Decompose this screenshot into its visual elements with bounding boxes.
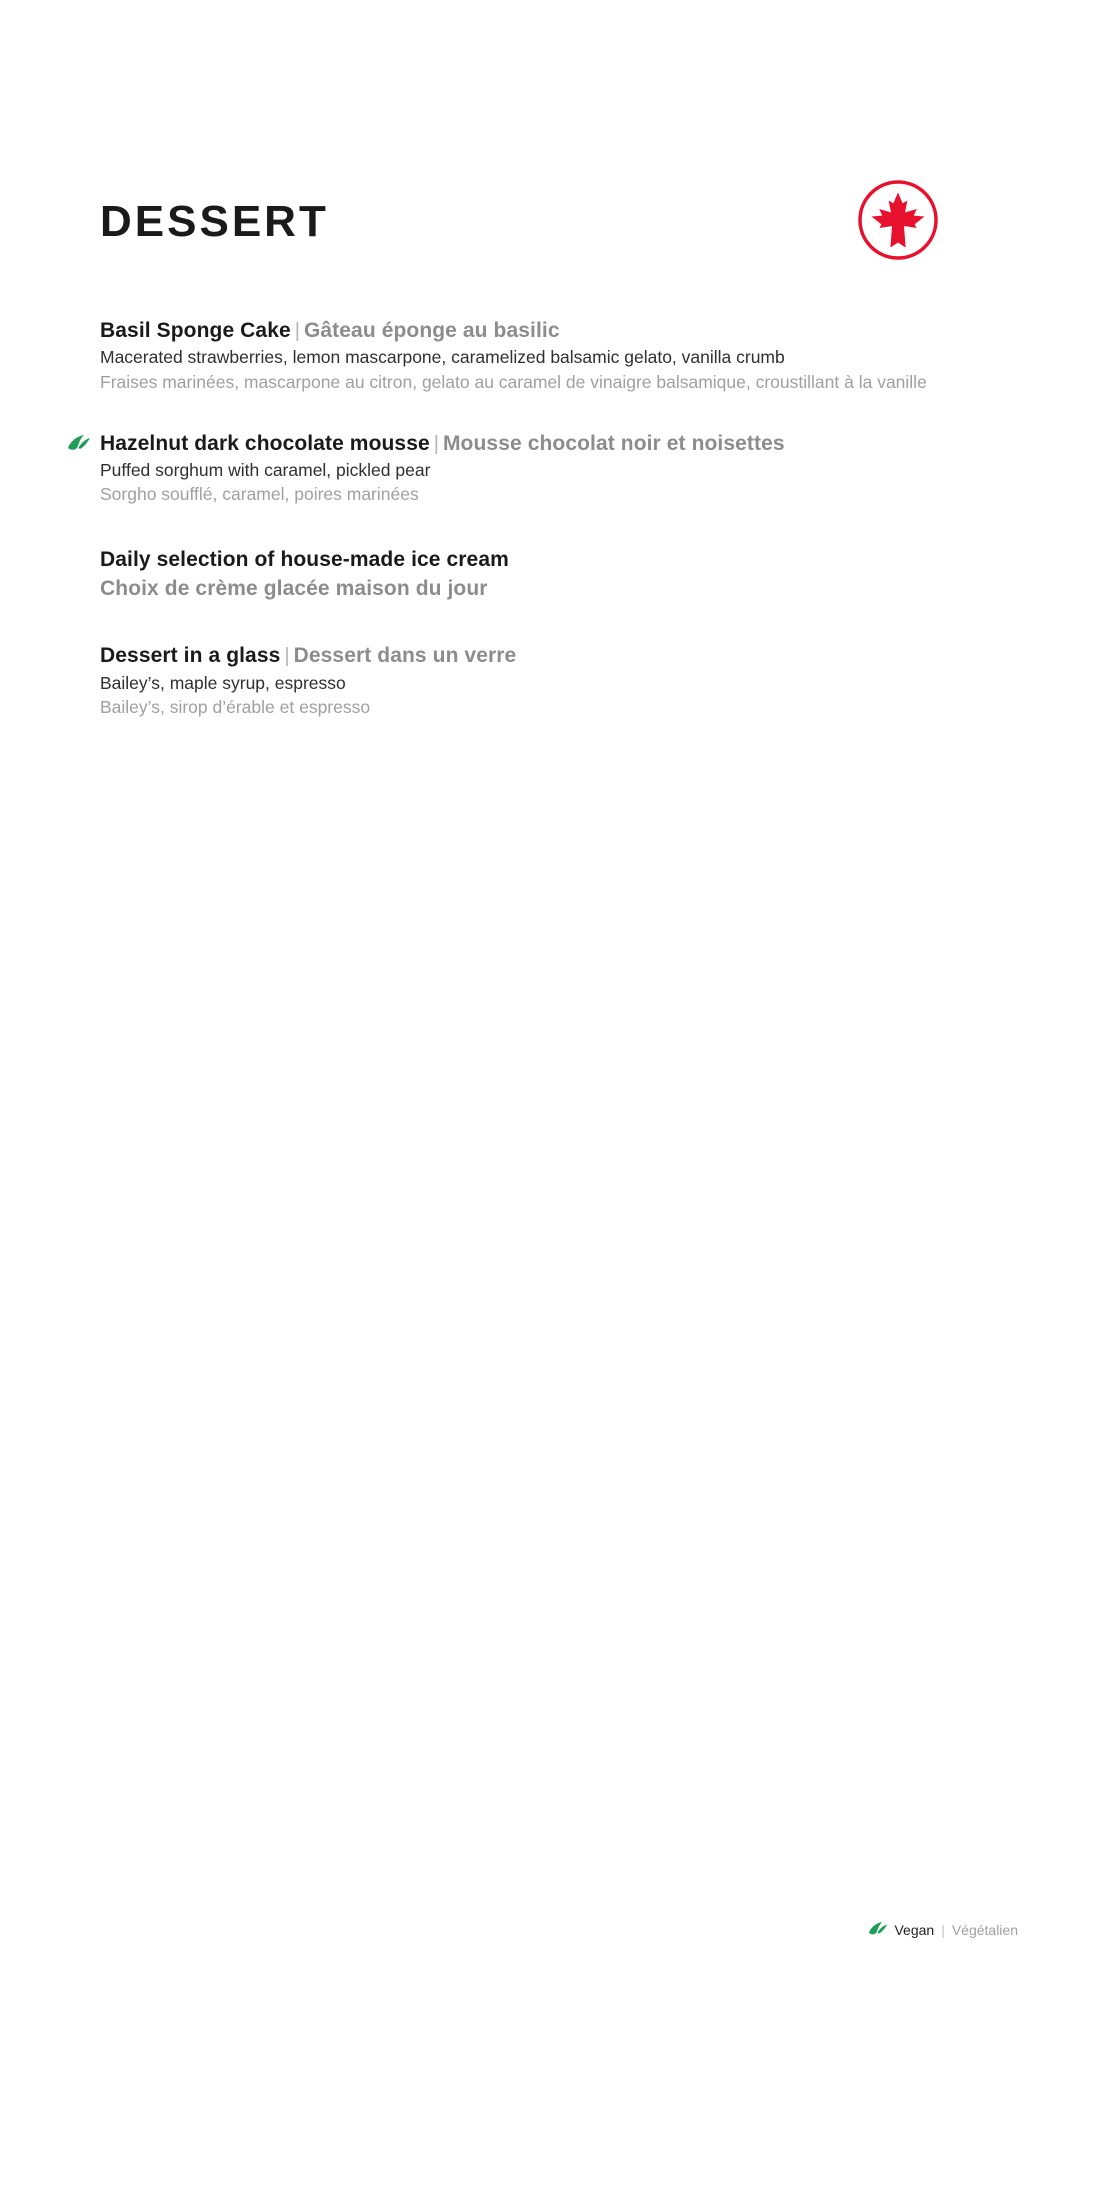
air-canada-maple-leaf-logo [858,180,938,260]
vegan-leaf-icon [868,1921,888,1938]
menu-item-name-fr: Gâteau éponge au basilic [303,319,560,342]
menu-header [100,180,1020,270]
menu-item [100,318,1020,395]
menu-item-name-en: Dessert in a glass [100,644,281,668]
menu-item-description-fr: Fraises marinées, mascarpone au citron, gelato au caramel de vinaigre balsamique, croustillant à la vanille [100,371,927,392]
menu-item-title [100,431,1020,457]
menu-item-name-fr: Mousse chocolat noir et noisettes [442,431,785,455]
vegan-legend [868,1921,1018,1938]
menu-item-description-en: Puffed sorghum with caramel, pickled pear [100,459,431,480]
menu-item [100,643,1020,720]
vegan-leaf-icon [67,434,91,454]
menu-item-name-en: Basil Sponge Cake [100,319,291,342]
menu-item-title [100,643,1020,669]
menu-item-description-fr: Bailey’s, sirop d’érable et espresso [100,697,371,718]
menu-item-title [100,547,1020,573]
menu-item-title [100,318,1020,344]
name-separator: | [284,645,290,668]
menu-item-name-en: Daily selection of house-made ice cream [100,548,509,571]
menu-item-name-en: Hazelnut dark chocolate mousse [100,431,430,455]
menu-item-description-en: Macerated strawberries, lemon mascarpone, caramelized balsamic gelato, vanilla crumb [100,347,785,368]
menu-item-description-en: Bailey’s, maple syrup, espresso [100,672,346,693]
menu-item-name-fr: Dessert dans un verre [293,644,517,668]
menu-item [100,547,1020,601]
name-separator: | [433,432,439,455]
menu-item-list [100,318,1020,720]
legend-separator: | [941,1921,945,1938]
page-title: DESSERT [100,197,329,246]
name-separator: | [294,320,300,342]
menu-item-name-fr: Choix de crème glacée maison du jour [100,577,488,601]
menu-item-description-fr: Sorgho soufflé, caramel, poires marinées [100,484,419,505]
menu-item [100,431,1020,508]
menu-content [100,180,1020,720]
legend-label-en: Vegan [894,1921,935,1938]
legend-label-fr: Végétalien [951,1921,1018,1938]
